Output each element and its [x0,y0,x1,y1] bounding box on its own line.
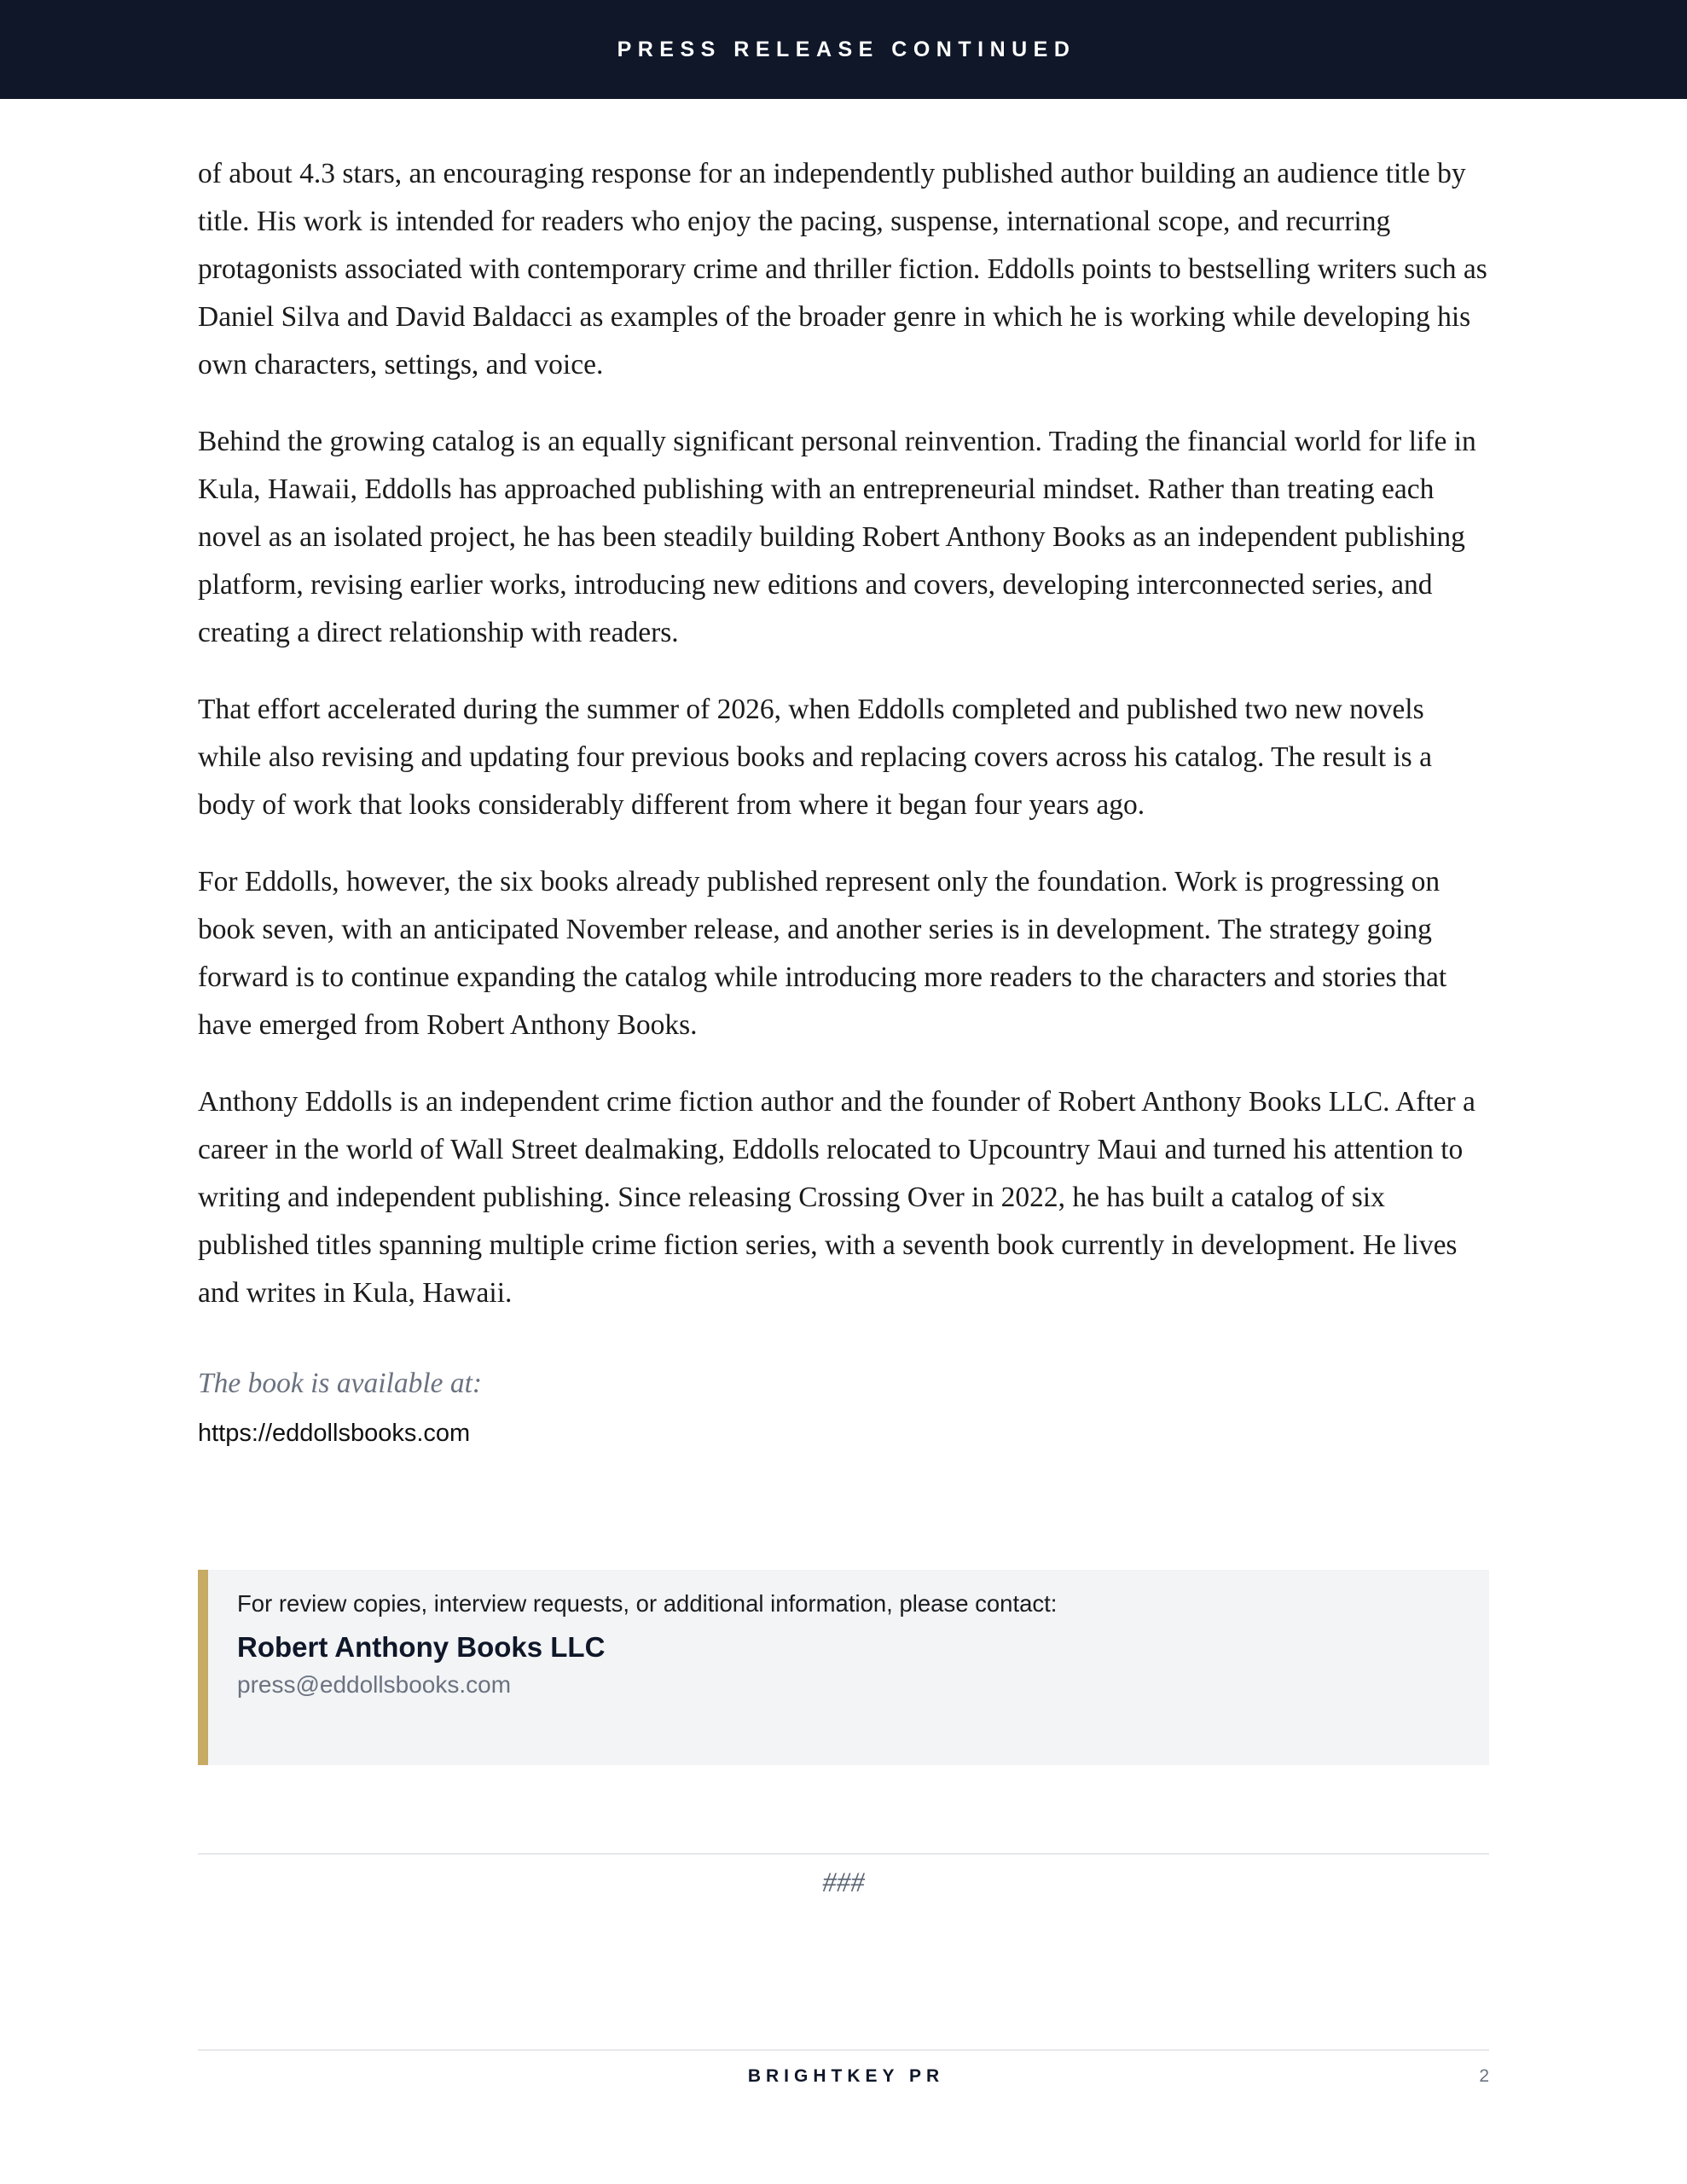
page-number: 2 [1479,2066,1489,2086]
press-release-body [198,150,1490,1457]
footer-divider [198,2049,1489,2051]
body-paragraph-4: For Eddolls, however, the six books already published represent only the foundation. Work is progressing on book seven, with an anticipated November release, and another series is in development. The strategy going forward is to continue expanding the catalog while introducing more readers to the characters and stories that have emerged from Robert Anthony Books. [198,866,1447,1041]
availability-link[interactable]: https://eddollsbooks.com [198,1420,471,1447]
footer-brand: BRIGHTKEY PR [747,2066,945,2086]
header-bar [0,0,1687,99]
about-author-paragraph: Anthony Eddolls is an independent crime fiction author and the founder of Robert Anthony Books LLC. After a career in the world of Wall Street dealmaking, Eddolls relocated to Upcountry Maui and turned his attention to writing and independent publishing. Since releasing Crossing Over in 2022, he has built a catalog of six published titles spanning multiple crime fiction series, with a seventh book currently in development. He lives and writes in Kula, Hawaii. [198,1086,1475,1309]
contact-intro: For review copies, interview requests, or additional information, please contact: [237,1590,1058,1617]
end-divider [198,1853,1489,1855]
body-paragraph-1: of about 4.3 stars, an encouraging response for an independently published author building an audience title by title. His work is intended for readers who enjoy the pacing, suspense, international scope, and recurring protagonists associated with contemporary crime and thriller fiction. Eddolls points to bestselling writers such as Daniel Silva and David Baldacci as examples of the broader genre in which he is working while developing his own characters, settings, and voice. [198,158,1487,380]
contact-organization: Robert Anthony Books LLC [237,1631,606,1663]
header-title: PRESS RELEASE CONTINUED [617,37,1076,61]
availability-label: The book is available at: [198,1368,483,1399]
contact-box [198,1570,1489,1765]
body-paragraph-3: That effort accelerated during the summer of 2026, when Eddolls completed and published two new novels while also revising and updating four previous books and replacing covers across his catalog. The result is a body of work that looks considerably different from where it began four years ago. [198,694,1432,821]
body-paragraph-2: Behind the growing catalog is an equally significant personal reinvention. Trading the financial world for life in Kula, Hawaii, Eddolls has approached publishing with an entrepreneurial mindset. Rather than treating each novel as an isolated project, he has been steadily building Robert Anthony Books as an independent publishing platform, revising earlier works, introducing new editions and covers, developing interconnected series, and creating a direct relationship with readers. [198,426,1476,648]
end-mark: ### [822,1867,865,1898]
contact-email-link[interactable]: press@eddollsbooks.com [237,1671,512,1698]
